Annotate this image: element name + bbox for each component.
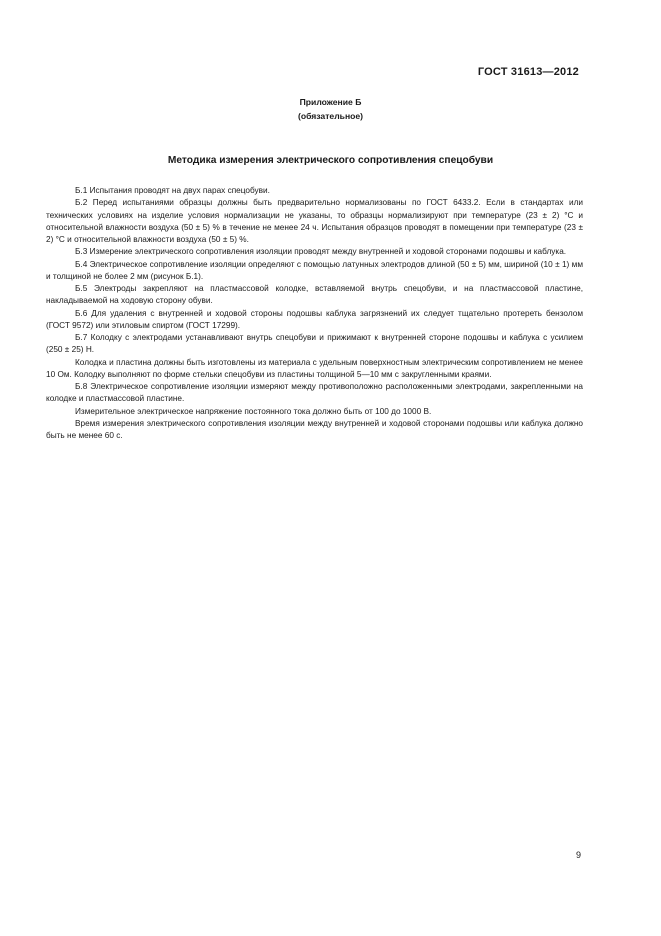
paragraph: Б.2 Перед испытаниями образцы должны быть предварительно нормализованы по ГОСТ 6433.2. Если в стандартах или технических условиях на изделие условия нормализации не указаны, то образцы нормализируют при температуре (23 ± 2) °С и относительной влажности воздуха (50 ± 5) % в течение не менее 24 ч. Испытания образцов проводят в помещении при температуре (23 ± 2) °С и относительной влажности воздуха (50 ± 5) %. [46, 198, 583, 244]
body-text [46, 185, 583, 442]
paragraph: Б.3 Измерение электрического сопротивления изоляции проводят между внутренней и ходовой сторонами подошвы и каблука. [75, 247, 567, 257]
paragraph: Измерительное электрическое напряжение постоянного тока должно быть от 100 до 1000 В. [75, 406, 432, 416]
paragraph: Колодка и пластина должны быть изготовлены из материала с удельным поверхностным электрическим сопротивлением не менее 10 Ом. Колодку выполняют по форме стельки спецобуви из пластины толщиной 5—10 мм с закругленными краями. [46, 357, 583, 379]
paragraph: Б.4 Электрическое сопротивление изоляции определяют с помощью латунных электродов длиной (50 ± 5) мм, шириной (10 ± 1) мм и толщиной не более 2 мм (рисунок Б.1). [46, 259, 583, 281]
page-number: 9 [576, 850, 582, 860]
standard-number: ГОСТ 31613—2012 [477, 66, 579, 78]
paragraph: Б.7 Колодку с электродами устанавливают внутрь спецобуви и прижимают к внутренней стороне подошвы и каблука с усилием (250 ± 25) Н. [46, 333, 583, 355]
section-title: Методика измерения электрического сопротивления спецобуви [167, 155, 494, 166]
paragraph: Б.6 Для удаления с внутренней и ходовой стороны подошвы каблука загрязнений их следует тщательно протереть бензолом (ГОСТ 9572) или этиловым спиртом (ГОСТ 17299). [46, 308, 583, 330]
appendix-status: (обязательное) [297, 111, 364, 121]
paragraph: Время измерения электрического сопротивления изоляции между внутренней и ходовой сторонами подошвы или каблука должно быть не менее 60 с. [46, 418, 583, 440]
paragraph: Б.5 Электроды закрепляют на пластмассовой колодке, вставляемой внутрь спецобуви, и на пластмассовой пластине, накладываемой на ходовую сторону обуви. [46, 284, 583, 306]
paragraph: Б.8 Электрическое сопротивление изоляции измеряют между противоположно расположенными электродами, закрепленными на колодке и пластмассовой пластине. [46, 382, 583, 404]
paragraph: Б.1 Испытания проводят на двух парах спецобуви. [75, 186, 270, 195]
appendix-label: Приложение Б [299, 97, 362, 107]
appendix-heading [0, 95, 661, 123]
